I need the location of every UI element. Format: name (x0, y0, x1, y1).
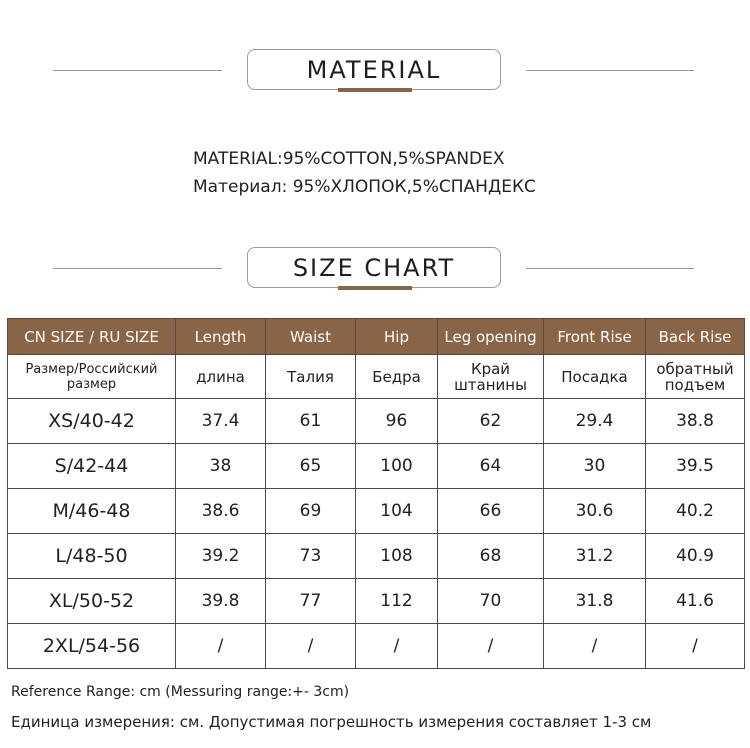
table-header-row (8, 319, 745, 355)
size-cell: XS/40-42 (8, 399, 176, 444)
section-title-box (247, 247, 501, 288)
table-cell: 77 (266, 579, 356, 624)
table-cell: 31.2 (544, 534, 646, 579)
table-cell: / (646, 624, 745, 669)
table-cell: 38 (176, 444, 266, 489)
table-cell: / (266, 624, 356, 669)
table-cell: 96 (356, 399, 438, 444)
table-cell: 73 (266, 534, 356, 579)
material-section-header (0, 49, 750, 93)
table-cell: / (176, 624, 266, 669)
table-row (8, 399, 745, 444)
table-row (8, 624, 745, 669)
column-header: Front Rise (544, 319, 646, 355)
size-cell: 2XL/54-56 (8, 624, 176, 669)
size-cell: S/42-44 (8, 444, 176, 489)
accent-underline (338, 286, 412, 290)
reference-range-note: Reference Range: cm (Messuring range:+- 3cm) (11, 684, 350, 700)
table-row (8, 444, 745, 489)
divider-line (53, 268, 222, 269)
table-cell: 68 (438, 534, 544, 579)
size-cell: M/46-48 (8, 489, 176, 534)
table-cell: 31.8 (544, 579, 646, 624)
divider-line (526, 70, 694, 71)
size-cell: XL/50-52 (8, 579, 176, 624)
table-cell: 39.8 (176, 579, 266, 624)
table-cell: 112 (356, 579, 438, 624)
table-cell: 30 (544, 444, 646, 489)
divider-line (526, 268, 694, 269)
table-row (8, 579, 745, 624)
table-subheader-row (8, 355, 745, 399)
table-cell: 29.4 (544, 399, 646, 444)
table-cell: / (544, 624, 646, 669)
table-cell: / (356, 624, 438, 669)
section-title: MATERIAL (306, 56, 442, 84)
table-cell: 40.9 (646, 534, 745, 579)
table-cell: 64 (438, 444, 544, 489)
subheader-cell: Размер/Российский размер (8, 355, 176, 399)
table-cell: 62 (438, 399, 544, 444)
table-cell: 65 (266, 444, 356, 489)
subheader-cell: длина (176, 355, 266, 399)
column-header: Leg opening (438, 319, 544, 355)
table-cell: 104 (356, 489, 438, 534)
table-cell: 30.6 (544, 489, 646, 534)
table-cell: 61 (266, 399, 356, 444)
table-cell: / (438, 624, 544, 669)
material-text-ru: Материал: 95%ХЛОПОК,5%СПАНДЕКС (193, 177, 536, 197)
table-cell: 108 (356, 534, 438, 579)
table-row (8, 534, 745, 579)
section-title: SIZE CHART (292, 254, 456, 282)
column-header: Back Rise (646, 319, 745, 355)
table-cell: 39.2 (176, 534, 266, 579)
table-cell: 100 (356, 444, 438, 489)
table-cell: 38.6 (176, 489, 266, 534)
table-cell: 66 (438, 489, 544, 534)
subheader-cell: Бедра (356, 355, 438, 399)
table-cell: 39.5 (646, 444, 745, 489)
subheader-cell: Посадка (544, 355, 646, 399)
table-cell: 41.6 (646, 579, 745, 624)
column-header: Length (176, 319, 266, 355)
column-header: Waist (266, 319, 356, 355)
table-cell: 40.2 (646, 489, 745, 534)
section-title-box (247, 49, 501, 90)
table-cell: 37.4 (176, 399, 266, 444)
subheader-cell: Талия (266, 355, 356, 399)
size-cell: L/48-50 (8, 534, 176, 579)
material-text-en: MATERIAL:95%COTTON,5%SPANDEX (193, 149, 505, 169)
table-cell: 38.8 (646, 399, 745, 444)
subheader-cell: обратный подъем (646, 355, 745, 399)
table-cell: 69 (266, 489, 356, 534)
size-chart-table (7, 318, 745, 669)
table-cell: 70 (438, 579, 544, 624)
column-header: Hip (356, 319, 438, 355)
measurement-unit-note: Единица измерения: см. Допустимая погрешность измерения составляет 1-3 см (11, 713, 652, 731)
column-header: CN SIZE / RU SIZE (8, 319, 176, 355)
divider-line (53, 70, 222, 71)
subheader-cell: Край штанины (438, 355, 544, 399)
accent-underline (338, 88, 412, 92)
size-chart-section-header (0, 247, 750, 291)
table-row (8, 489, 745, 534)
